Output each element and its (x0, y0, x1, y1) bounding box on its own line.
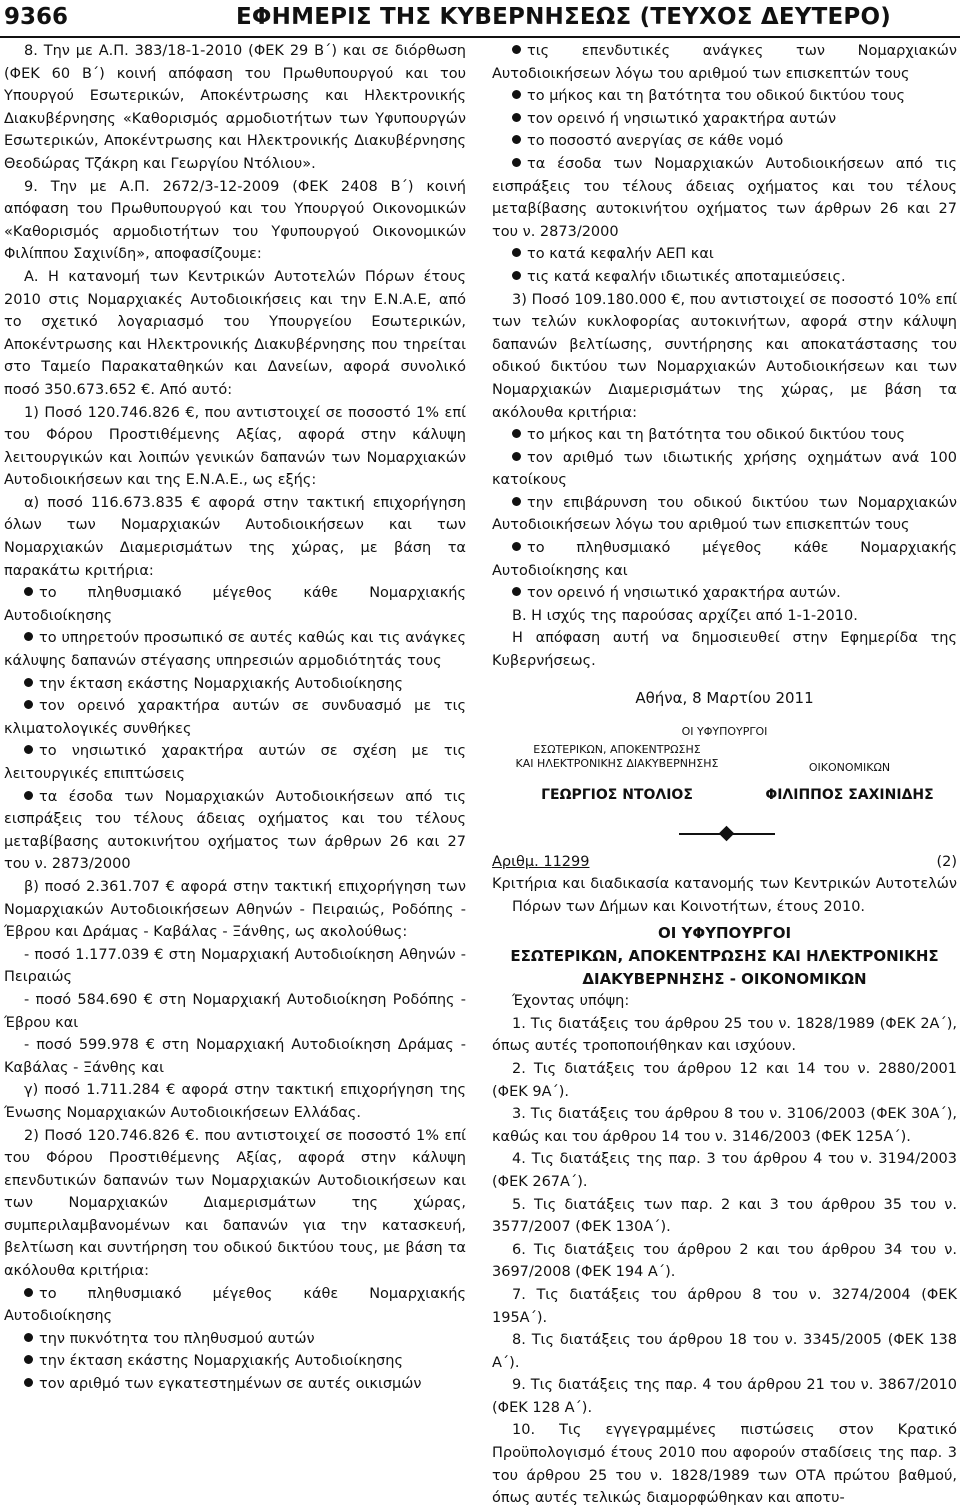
list-item (492, 108, 957, 131)
list-item (4, 1350, 466, 1373)
list-item: 1. Τις διατάξεις του άρθρου 25 του ν. 1828/1989 (ΦΕΚ 2Α΄), όπως αυτές τροποποιήθηκαν και ισχύουν. (492, 1015, 957, 1055)
list-item-text: τις επενδυτικές ανάγκες των Νομαρχιακών Αυτοδιοικήσεων λόγω του αριθμού των επισκεπτών τους (492, 43, 957, 82)
list-item (492, 492, 957, 537)
bullet-icon (24, 791, 33, 800)
list-item-text: το πληθυσμιακό μέγεθος κάθε Νομαρχιακής Αυτοδιοίκησης (4, 1285, 466, 1325)
bullet-icon (24, 632, 33, 641)
paragraph: γ) ποσό 1.711.284 € αφορά στην τακτική επιχορήγηση της Ένωσης Νομαρχιακών Αυτοδιοικήσεων Ελλάδας. (4, 1082, 466, 1121)
paragraph: 9. Την με Α.Π. 2672/3-12-2009 (ΦΕΚ 2408 Β΄) κοινή απόφαση του Πρωθυπουργού και του Υπουργού Οικονομικών «Καθορισμός αρμοδιοτήτων του Υφυπουργού Οικονομικών Φιλίππου Σαχινίδη», αποφασίζουμε: (4, 178, 466, 263)
signature-ministry-finance: ΟΙΚΟΝΟΜΙΚΩΝ (808, 760, 891, 774)
list-item (492, 266, 957, 289)
list-item-text: τον ορεινό χαρακτήρα αυτών σε συνδυασμό με τις κλιματολογικές συνθήκες (4, 698, 466, 737)
decision-heading: ΕΣΩΤΕΡΙΚΩΝ, ΑΠΟΚΕΝΤΡΩΣΗΣ ΚΑΙ ΗΛΕΚΤΡΟΝΙΚΗΣ ΔΙΑΚΥΒΕΡΝΗΣΗΣ - ΟΙΚΟΝΟΜΙΚΩΝ (510, 947, 939, 988)
paragraph: - ποσό 599.978 € στη Νομαρχιακή Αυτοδιοίκηση Δράμας - Καβάλας - Ξάνθης και (4, 1037, 466, 1076)
signature-ministers: ΟΙ ΥΦΥΠΟΥΡΓΟΙ (681, 724, 768, 738)
list-item-text: το πληθυσμιακό μέγεθος κάθε Νομαρχιακής Αυτοδιοίκησης και (492, 540, 957, 579)
bullet-icon (512, 248, 521, 257)
list-item: 8. Τις διατάξεις του άρθρου 18 του ν. 3345/2005 (ΦΕΚ 138 Α΄). (492, 1332, 957, 1371)
ministry-line: ΚΑΙ ΗΛΕΚΤΡΟΝΙΚΗΣ ΔΙΑΚΥΒΕΡΝΗΣΗΣ (515, 756, 719, 770)
paragraph: Β. Η ισχύς της παρούσας αρχίζει από 1-1-2010. (512, 607, 858, 624)
list-item-text: τις κατά κεφαλήν ιδιωτικές αποταμιεύσεις. (527, 268, 846, 285)
list-item (4, 1373, 466, 1396)
page-header (0, 0, 960, 40)
paragraph: Έχοντας υπόψη: (512, 993, 630, 1010)
bullet-icon (512, 497, 521, 506)
section-divider (492, 825, 957, 851)
bullet-icon (512, 587, 521, 596)
bullet-icon (512, 45, 521, 54)
list-item: 3. Τις διατάξεις του άρθρου 8 του ν. 3106/2003 (ΦΕΚ 30Α΄), καθώς και του άρθρου 14 του ν. 3146/2003 (ΦΕΚ 125Α΄). (492, 1106, 957, 1145)
list-item-text: την πυκνότητα του πληθυσμού αυτών (39, 1330, 315, 1347)
list-item: 7. Τις διατάξεις του άρθρου 8 του ν. 3274/2004 (ΦΕΚ 195Α΄). (492, 1286, 957, 1326)
list-item-text: τον αριθμό των ιδιωτικής χρήσης οχημάτων ανά 100 κατοίκους (492, 449, 957, 489)
list-item (4, 1328, 466, 1351)
list-item-text: τον ορεινό ή νησιωτικό χαρακτήρα αυτών. (527, 585, 841, 602)
page-number: 9366 (4, 4, 69, 30)
paragraph: - ποσό 1.177.039 € στη Νομαρχιακή Αυτοδιοίκηση Αθηνών - Πειραιώς (4, 946, 466, 986)
list-item (492, 537, 957, 582)
header-rule (0, 36, 960, 38)
signature-ministry-interior (502, 743, 732, 771)
list-item (492, 40, 957, 85)
left-column (4, 40, 466, 1396)
list-item-text: το υπηρετούν προσωπικό σε αυτές καθώς και τις ανάγκες κάλυψης δαπανών στέγασης υπηρεσιών αρμοδιότητάς τους (4, 630, 466, 670)
bullet-icon (24, 700, 33, 709)
bullet-icon (24, 587, 33, 596)
list-item: 6. Τις διατάξεις του άρθρου 2 και του άρθρου 34 του ν. 3697/2008 (ΦΕΚ 194 Α΄). (492, 1241, 957, 1281)
bullet-icon (24, 1288, 33, 1297)
signatory-name: ΦΙΛΙΠΠΟΣ ΣΑΧΙΝΙΔΗΣ (765, 786, 934, 803)
list-item: 10. Τις εγγεγραμμένες πιστώσεις στον Κρατικό Προϋπολογισμό έτους 2010 που αφορούν σταδίσεις της παρ. 3 του άρθρου 25 του ν. 1828/1989 των ΟΤΑ πρώτου βαθμού, όπως αυτές τελικώς διαμορφώθηκαν και αποτυ- (492, 1422, 957, 1507)
bullet-icon (24, 678, 33, 687)
paragraph: α) ποσό 116.673.835 € αφορά στην τακτική επιχορήγηση όλων των Νομαρχιακών Αυτοδιοικήσεων και των Νομαρχιακών Διαμερισμάτων της χώρας, με βάση τα παρακάτω κριτήρια: (4, 494, 466, 579)
bullet-icon (512, 158, 521, 167)
list-item (4, 627, 466, 672)
list-item (492, 243, 957, 266)
list-item: 9. Τις διατάξεις της παρ. 4 του άρθρου 21 του ν. 3867/2010 (ΦΕΚ 128 Α΄). (492, 1377, 957, 1416)
list-item (4, 673, 466, 696)
list-item-text: την έκταση εκάστης Νομαρχιακής Αυτοδιοίκησης (39, 1353, 403, 1370)
bullet-icon (24, 1378, 33, 1387)
list-item (4, 740, 466, 785)
signature-date: Αθήνα, 8 Μαρτίου 2011 (635, 688, 814, 707)
list-item-text: το νησιωτικό χαρακτήρα αυτών σε σχέση με τις λειτουργικές επιπτώσεις (4, 743, 466, 782)
signatory-name: ΓΕΩΡΓΙΟΣ ΝΤΟΛΙΟΣ (541, 786, 693, 803)
list-item: 4. Τις διατάξεις της παρ. 3 του άρθρου 4 του ν. 3194/2003 (ΦΕΚ 267Α΄). (492, 1151, 957, 1190)
list-item-text: τα έσοδα των Νομαρχιακών Αυτοδιοικήσεων από τις εισπράξεις του τέλους άδειας οχήματος και του τέλους μεταβίβασης αυτοκινήτου οχήματος των άρθρων 26 και 27 του ν. 2873/2000 (492, 155, 957, 240)
list-item-text: την έκταση εκάστης Νομαρχιακής Αυτοδιοίκησης (39, 675, 403, 692)
list-item-text: το ποσοστό ανεργίας σε κάθε νομό (527, 133, 784, 150)
paragraph: 3) Ποσό 109.180.000 €, που αντιστοιχεί σε ποσοστό 10% επί των τελών κυκλοφορίας αυτοκινήτων, αφορά στην κάλυψη δαπανών βελτίωσης, συντήρησης και αποκατάστασης του οδικού δικτύου των Νομαρχιακών Αυτοδιοικήσεων και των Νομαρχιακών Διαμερισμάτων της χώρας, με βάση τα ακόλουθα κριτήρια: (492, 291, 957, 421)
diamond-icon (719, 825, 735, 841)
list-item (492, 447, 957, 492)
list-item-text: το κατά κεφαλήν ΑΕΠ και (527, 246, 714, 263)
list-item-text: τον ορεινό ή νησιωτικό χαρακτήρα αυτών (527, 110, 837, 127)
paragraph: β) ποσό 2.361.707 € αφορά στην τακτική επιχορήγηση των Νομαρχιακών Αυτοδιοικήσεων Αθηνών - Πειραιώς, Ροδόπης - Έβρου και Δράμας - Καβάλας - Ξάνθης, ως ακολούθως: (4, 878, 466, 941)
paragraph: - ποσό 584.690 € στη Νομαρχιακή Αυτοδιοίκηση Ροδόπης - Έβρου και (4, 991, 466, 1031)
list-item: 5. Τις διατάξεις των παρ. 2 και 3 του άρθρου 35 του ν. 3577/2007 (ΦΕΚ 130Α΄). (492, 1196, 957, 1236)
bullet-icon (24, 1355, 33, 1364)
list-item (4, 1283, 466, 1328)
paragraph: 8. Την με Α.Π. 383/18-1-2010 (ΦΕΚ 29 Β΄) και σε διόρθωση (ΦΕΚ 60 Β΄) κοινή απόφαση του Πρωθυπουργού και του Υπουργού Εσωτερικών, Αποκέντρωσης και Ηλεκτρονικής Διακυβέρνησης «Καθορισμός αρμοδιοτήτων των Υφυπουργών Εσωτερικών, Αποκέντρωσης και Ηλεκτρονικής Διακυβέρνησης Θεοδώρας Τζάκρη και Γεωργίου Ντόλιου». (4, 43, 466, 172)
gazette-title: ΕΦΗΜΕΡΙΣ ΤΗΣ ΚΥΒΕΡΝΗΣΕΩΣ (ΤΕΥΧΟΣ ΔΕΥΤΕΡΟ) (236, 4, 891, 30)
list-item (4, 786, 466, 876)
bullet-icon (512, 271, 521, 280)
signature-block (492, 673, 957, 825)
list-item: 2. Τις διατάξεις του άρθρου 12 και 14 του ν. 2880/2001 (ΦΕΚ 9Α΄). (492, 1060, 957, 1100)
bullet-icon (512, 542, 521, 551)
list-item (492, 130, 957, 153)
list-item (492, 85, 957, 108)
bullet-icon (24, 745, 33, 754)
list-item (4, 582, 466, 627)
paragraph: 2) Ποσό 120.746.826 €. που αντιστοιχεί σε ποσοστό 1% επί του Φόρου Προστιθέμενης Αξίας, αφορά στην κάλυψη επενδυτικών δαπανών των Νομαρχιακών Αυτοδιοικήσεων και των Νομαρχιακών Διαμερισμάτων της χώρας, συμπεριλαμβανομένων και δαπανών για την κατασκευή, βελτίωση και συντήρηση του οδικού δικτύου τους, με βάση τα ακόλουθα κριτήρια: (4, 1127, 466, 1280)
decision-number: Αριθμ. 11299 (492, 853, 590, 870)
bullet-icon (512, 90, 521, 99)
decision-seq: (2) (936, 853, 957, 870)
bullet-icon (512, 429, 521, 438)
paragraph: 1) Ποσό 120.746.826 €, που αντιστοιχεί σε ποσοστό 1% επί του Φόρου Προστιθέμενης Αξίας, αφορά στην κάλυψη λειτουργικών και λοιπών γενικών δαπανών των Νομαρχιακών Αυτοδιοικήσεων και της Ε.Ν.Α.Ε., ως εξής: (4, 404, 466, 489)
list-item (4, 695, 466, 740)
list-item-text: το πληθυσμιακό μέγεθος κάθε Νομαρχιακής Αυτοδιοίκησης (4, 585, 466, 624)
decision-heading: ΟΙ ΥΦΥΠΟΥΡΓΟΙ (657, 924, 792, 943)
list-item (492, 424, 957, 447)
list-item-text: το μήκος και τη βατότητα του οδικού δικτύου τους (527, 427, 906, 444)
right-column (492, 40, 957, 1510)
bullet-icon (512, 135, 521, 144)
list-item-text: τα έσοδα των Νομαρχιακών Αυτοδιοικήσεων από τις εισπράξεις του τέλους άδειας οχήματος και του τέλους μεταβίβασης αυτοκινήτου οχήματος των άρθρων 26 και 27 του ν. 2873/2000 (4, 788, 466, 873)
decision-number-line (492, 851, 957, 874)
list-item-text: τον αριθμό των εγκατεστημένων σε αυτές οικισμών (39, 1376, 422, 1393)
bullet-icon (512, 452, 521, 461)
list-item (492, 153, 957, 243)
list-item-text: το μήκος και τη βατότητα του οδικού δικτύου τους (527, 88, 906, 105)
paragraph: Η απόφαση αυτή να δημοσιευθεί στην Εφημερίδα της Κυβερνήσεως. (492, 630, 957, 670)
list-item-text: την επιβάρυνση του οδικού δικτύου των Νομαρχιακών Αυτοδιοικήσεων λόγω του αριθμού των επισκεπτών τους (492, 494, 957, 534)
ministry-line: ΕΣΩΤΕΡΙΚΩΝ, ΑΠΟΚΕΝΤΡΩΣΗΣ (533, 742, 701, 756)
bullet-icon (512, 113, 521, 122)
bullet-icon (24, 1333, 33, 1342)
paragraph: Α. Η κατανομή των Κεντρικών Αυτοτελών Πόρων έτους 2010 στις Νομαρχιακές Αυτοδιοικήσεις και την Ε.Ν.Α.Ε, από το σχετικό λογαριασμό του Υπουργείου Εσωτερικών, Αποκέντρωσης και Ηλεκτρονικής Διακυβέρνησης που τηρείται στο Ταμείο Παρακαταθηκών και Δανείων, αφορά συνολικό ποσό 350.673.652 €. Από αυτό: (4, 268, 466, 398)
decision-title: Κριτήρια και διαδικασία κατανομής των Κεντρικών Αυτοτελών Πόρων των Δήμων και Κοινοτήτων, έτους 2010. (492, 876, 957, 915)
list-item (492, 582, 957, 605)
